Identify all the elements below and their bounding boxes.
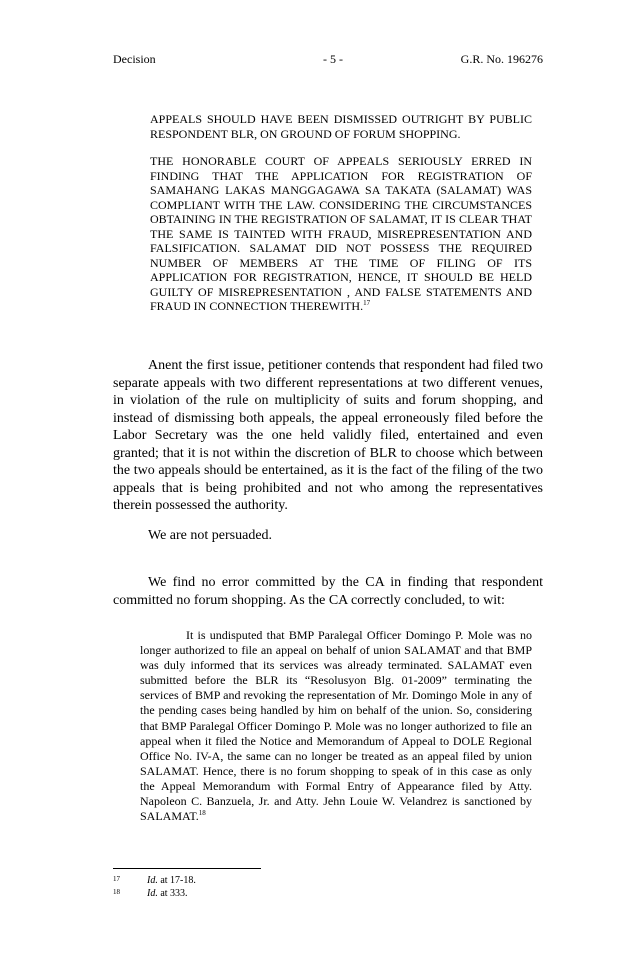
header-document-type: Decision [113, 52, 156, 66]
page-header [113, 52, 543, 70]
body-paragraph-1: Anent the first issue, petitioner contends that respondent had filed two separate appeals with two different representations at two different venues, in violation of the rule on multiplicity of suits and forum shopping, and instead of dismissing both appeals, the appeal erroneously filed before the Labor Secretary was the one held validly filed, entertained and even granted; that it is not within the discretion of BLR to choose which between the two appeals should be entertained, as it is the fact of the filing of the two appeals that is being prohibited and not who among the representatives therein possessed the authority. [113, 358, 543, 513]
header-case-number: G.R. No. 196276 [460, 52, 543, 66]
footnote-cite: Id. [147, 875, 158, 886]
issue-statement-1 [150, 112, 532, 141]
footnote-ref-17[interactable]: 17 [363, 299, 371, 307]
block-quote [140, 628, 532, 824]
header-page-number: - 5 - [323, 52, 343, 66]
footnote-number: 18 [113, 888, 120, 896]
footnote-cite: Id. [147, 888, 158, 899]
footnote-text [147, 888, 188, 900]
issue-statement-2 [150, 154, 532, 314]
footnote-pages: at 17-18. [157, 875, 196, 886]
footnote-divider [113, 868, 261, 869]
issue-1-text: APPEALS SHOULD HAVE BEEN DISMISSED OUTRIGHT BY PUBLIC RESPONDENT BLR, ON GROUND OF FORUM SHOPPING. [150, 112, 532, 141]
footnote-number: 17 [113, 875, 120, 883]
footnote-text [147, 875, 196, 887]
body-paragraph-2: We are not persuaded. [148, 528, 273, 543]
body-paragraph-3: We find no error committed by the CA in finding that respondent committed no forum shopping. As the CA correctly concluded, to wit: [113, 575, 543, 608]
issue-2-text: THE HONORABLE COURT OF APPEALS SERIOUSLY ERRED IN FINDING THAT THE APPLICATION FOR REGISTRATION OF SAMAHANG LAKAS MANGGAGAWA SA TAKATA (SALAMAT) WAS COMPLIANT WITH THE LAW. CONSIDERING THE CIRCUMSTANCES OBTAINING IN THE REGISTRATION OF SALAMAT, IT IS CLEAR THAT THE SAME IS TAINTED WITH FRAUD, MISREPRESENTATION AND FALSIFICATION. SALAMAT DID NOT POSSESS THE REQUIRED NUMBER OF MEMBERS AT THE TIME OF FILING OF ITS APPLICATION FOR REGISTRATION, HENCE, IT SHOULD BE HELD GUILTY OF MISREPRESENTATION , AND FALSE STATEMENTS AND FRAUD IN CONNECTION THEREWITH. [150, 154, 532, 313]
quote-text: It is undisputed that BMP Paralegal Officer Domingo P. Mole was no longer authorized to file an appeal on behalf of union SALAMAT and that BMP was duly informed that its services was already terminated. SALAMAT even submitted before the BLR its “Resolusyon Blg. 01-2009” terminating the services of BMP and revoking the representation of Mr. Domingo Mole in any of the pending cases being handled by him on behalf of the union. So, considering that BMP Paralegal Officer Domingo P. Mole was no longer authorized to file an appeal when it filed the Notice and Memorandum of Appeal to DOLE Regional Office No. IV-A, the same can no longer be treated as an appeal filed by union SALAMAT. Hence, there is no forum shopping to speak of in this case as only the Appeal Memorandum with Formal Entry of Appearance filed by Atty. Napoleon C. Banzuela, Jr. and Atty. Jehn Louie W. Velandrez is sanctioned by SALAMAT. [140, 628, 532, 824]
footnote-pages: at 333. [157, 888, 188, 899]
footnote-ref-18[interactable]: 18 [198, 809, 206, 818]
